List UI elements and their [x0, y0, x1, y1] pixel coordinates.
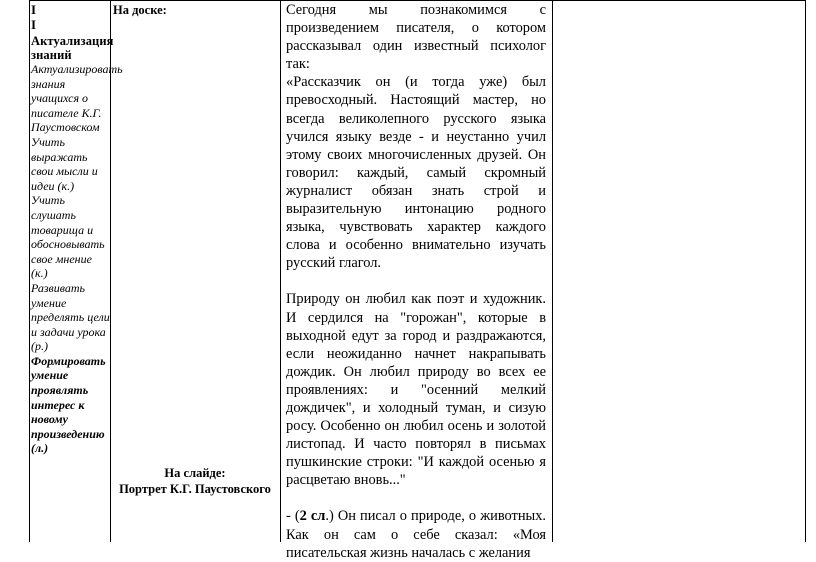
paragraph-spacer [286, 272, 546, 290]
goal-item: Учить выражать свои мысли и идеи (к.) [31, 134, 98, 193]
table-right-border [805, 0, 806, 542]
stage-cell [31, 2, 123, 456]
text-paragraph-4 [286, 507, 546, 561]
column-divider-2 [280, 0, 281, 542]
slide-content: Портрет К.Г. Паустовского [119, 481, 271, 496]
goal-item: Актуализировать знания учащихся о писателе К.Г. Паустовском [31, 62, 123, 135]
paragraph-spacer [286, 489, 546, 507]
goals-list [31, 62, 123, 456]
text-paragraph-3: Природу он любил как поэт и художник. И сердился на "горожан", которые в выходной едут за город и раздражаются, если неожиданно начнет накрапывать дождик. Он любил природу во всех ее проявлениях: и "осенний мелкий дождичек", и холодный туман, и сизую росу. Особенно он любил осень и золотой листопад. И часто повторял в письмах пушкинские строки: "И каждой осенью я расцветаю вновь..." [286, 291, 546, 489]
slide-block [111, 466, 279, 497]
teacher-text-cell [286, 1, 546, 562]
goal-item: Развивать умение пределять цели и задачи урока (р.) [31, 280, 110, 354]
para4-rest: .) Он писал о природе, о животных. Как он сам о себе сказал: «Моя писательская жизнь началась с желания [286, 508, 546, 561]
slide-number: 2 сл [299, 508, 326, 525]
slide-label: На слайде: [164, 466, 226, 480]
roman-numeral-2: I [31, 17, 37, 32]
stage-title: Актуализация знаний [31, 34, 114, 62]
roman-numeral-1: I [31, 2, 37, 17]
text-paragraph-2: «Рассказчик он (и тогда уже) был превосходный. Настоящий мастер, но всегда великолепного русского языка учился языку везде - и неустанно учил этому своих многочисленных друзей. Он говорил: каждый, самый скромный журналист обязан знать строй и выразительную интонацию родного языка, чувствовать характер каждого слова и особенно внимательно изучать русский глагол. [286, 74, 546, 272]
column-divider-3 [552, 0, 553, 542]
board-label: На доске: [113, 3, 167, 17]
table-left-border [29, 0, 30, 542]
goal-item: Учить слушать товарища и обосновывать свое мнение (к.) [31, 193, 105, 281]
para4-prefix: - ( [286, 508, 300, 525]
text-paragraph-1: Сегодня мы познакомимся с произведением писателя, о котором рассказывал один известный психолог так: [286, 2, 546, 73]
goal-item: Формировать умение проявлять интерес к новому произведению (л.) [31, 353, 106, 456]
